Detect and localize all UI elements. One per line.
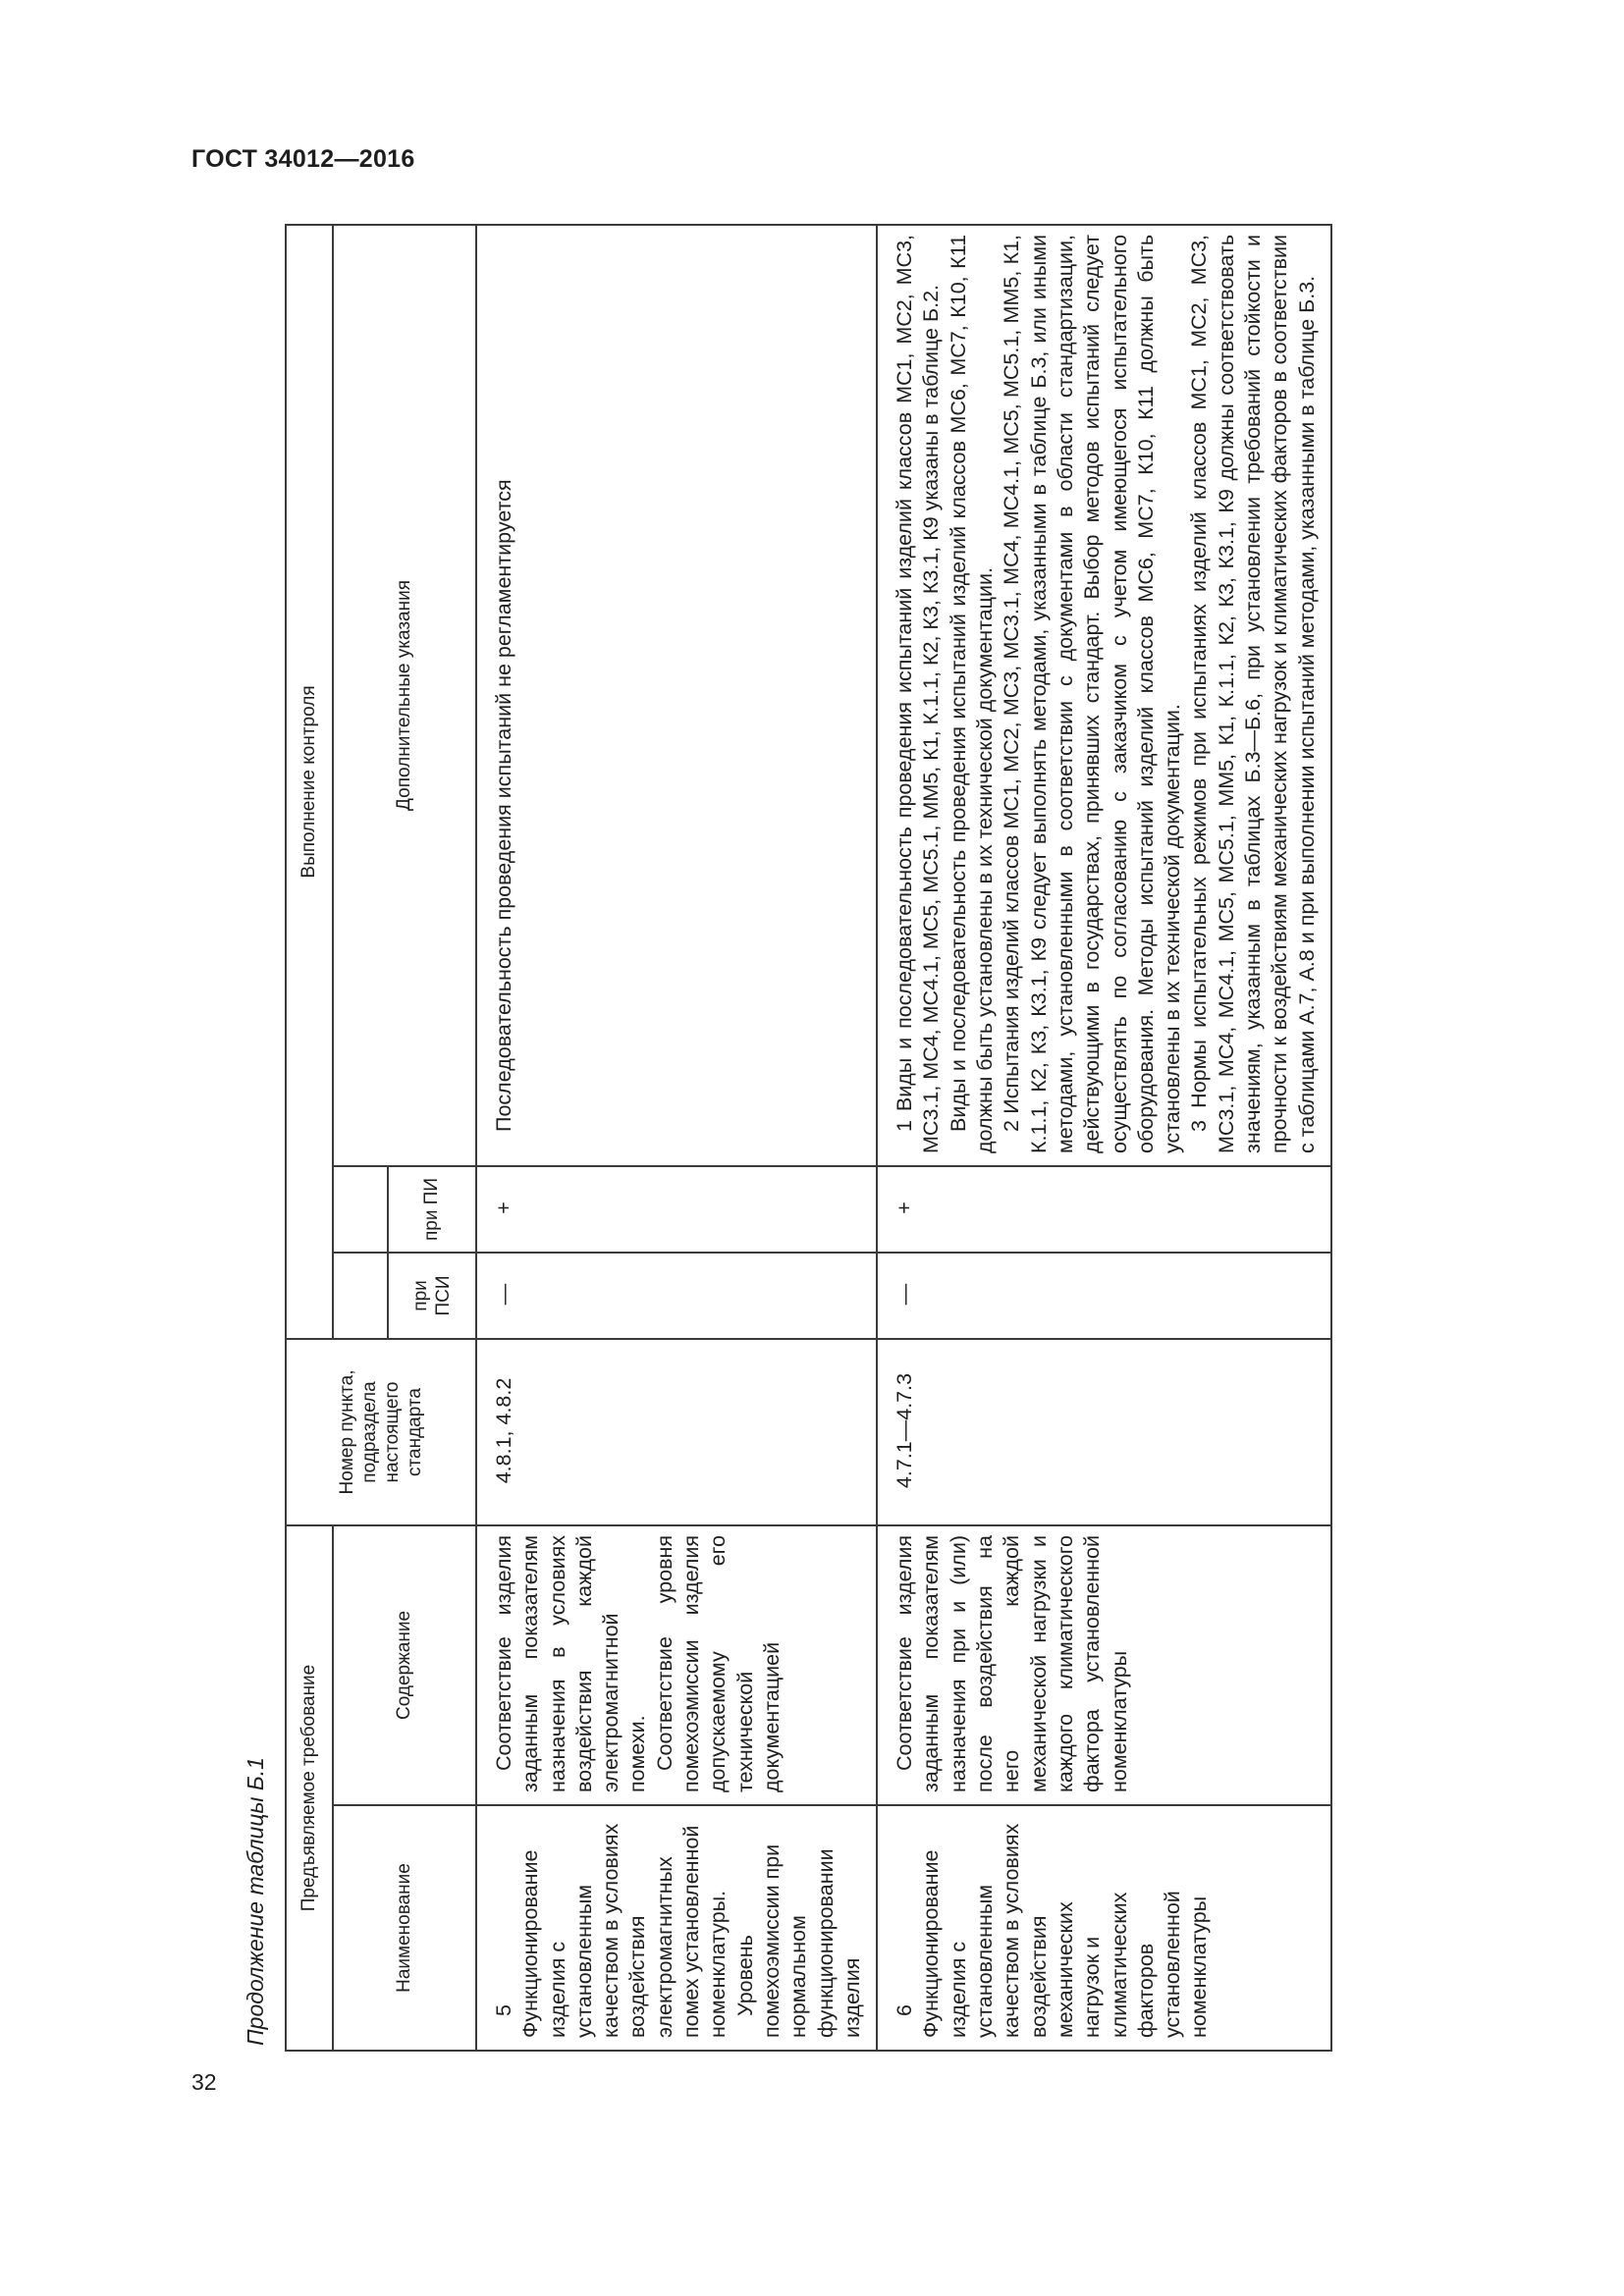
header-pi-blank <box>333 1166 388 1253</box>
row-content-text: Соответствие уровня помехоэмиссии изделия допускаемому его технической документацией <box>652 1534 784 1792</box>
row-name-cell <box>476 1805 877 2051</box>
header-name: Наименование <box>333 1805 476 2051</box>
row-content-cell <box>877 1525 1331 1805</box>
row-content-text: Соответствие изделия заданным показателям назначения при и (или) после воздействия на него каждой механической нагрузки и каждого климатического фактора установленной номенклатуры <box>893 1534 1131 1792</box>
row-notes-text: 1 Виды и последовательность проведения испытаний изделий классов МС1, МС2, МС3, МС3.1, МС4, МС4.1, МС5, МС5.1, ММ5, К1, К.1.1, К2, К3, К3.1, К9 указаны в таблице Б.2. <box>893 234 944 1153</box>
row-name-text: Уровень помехоэмиссии при нормальном функционировании изделия <box>732 1843 864 2038</box>
header-execution-group: Выполнение контроля <box>286 225 333 1339</box>
row-content-cell <box>476 1525 877 1805</box>
table-row <box>476 225 877 2051</box>
row-notes-text: 2 Испытания изделий классов МС1, МС2, МС3, МС3.1, МС4, МС4.1, МС5, МС5.1, ММ5, К1, К.1.1, К2, К3, К3.1, К9 следует выполнять методами, указанными в таблице Б.3, или иными методами, установленными в соответствии с документами в области стандартизации, действующими в государствах, принявших стандарт. Выбор методов испытаний следует осуществлять по согласованию с заказчиком с учетом имеющегося испытательного оборудования. Методы испытаний изделий классов МС6, МС7, К10, К11 должны быть установлены в их технической документации. <box>1000 234 1185 1153</box>
header-requirement-group: Предъявляемое требование <box>286 1525 333 2051</box>
rotated-table-block <box>228 226 1440 2052</box>
requirements-table <box>285 224 1332 2052</box>
row-content-text: Соответствие изделия заданным показателям назначения в условиях воздействия каждой электромагнитной помехи. <box>492 1534 650 1792</box>
header-psi-blank <box>333 1253 388 1339</box>
row-psi-cell: — <box>877 1253 1331 1339</box>
header-psi: при ПСИ <box>388 1253 476 1339</box>
row-notes-text: Виды и последовательность проведения испытаний изделий классов МС6, МС7, К10, К11 должны быть установлены в их технической документации. <box>946 234 998 1153</box>
row-name-text: 6 Функционирование изделия с установленным качеством в условиях воздействия механических нагрузок и климатических факторов установленной номенклатуры <box>893 1823 1212 2038</box>
row-notes-text: 3 Нормы испытательных режимов при испытаниях изделий классов МС1, МС2, МС3, МС3.1, МС4, МС4.1, МС5, МС5.1, ММ5, К1, К.1.1, К2, К3, К3.1, К9 должны соответствовать значениям, указанным в таблицах Б.3—Б.6, при установлении требований стойкости и прочности к воздействиям механических нагрузок и климатических факторов в соответствии с таблицами А.7, А.8 и при выполнении испытаний методами, указанными в таблице Б.3. <box>1187 234 1319 1153</box>
row-notes-cell <box>877 225 1331 1166</box>
header-pi: при ПИ <box>388 1166 476 1253</box>
header-content: Содержание <box>333 1525 476 1805</box>
row-psi-cell: — <box>476 1253 877 1339</box>
row-section-cell: 4.8.1, 4.8.2 <box>476 1339 877 1525</box>
row-notes-text: Последовательность проведения испытаний не регламентируется <box>492 479 515 1132</box>
row-name-text: 5 Функционирование изделия с установленным качеством в условиях воздействия электромагнитных помех установленной номенклатуры. <box>492 1823 731 2038</box>
header-notes: Дополнительные указания <box>333 225 476 1166</box>
row-notes-cell <box>476 225 877 1166</box>
page-number: 32 <box>191 2069 217 2095</box>
row-pi-cell: + <box>476 1166 877 1253</box>
table-row <box>877 225 1331 2051</box>
row-name-cell <box>877 1805 1331 2051</box>
header-section-number: Номер пункта, подраздела настоящего стандарта <box>286 1339 476 1525</box>
row-section-cell: 4.7.1—4.7.3 <box>877 1339 1331 1525</box>
table-caption: Продолжение таблицы Б.1 <box>243 1757 268 2046</box>
row-pi-cell: + <box>877 1166 1331 1253</box>
document-header: ГОСТ 34012—2016 <box>191 145 415 173</box>
